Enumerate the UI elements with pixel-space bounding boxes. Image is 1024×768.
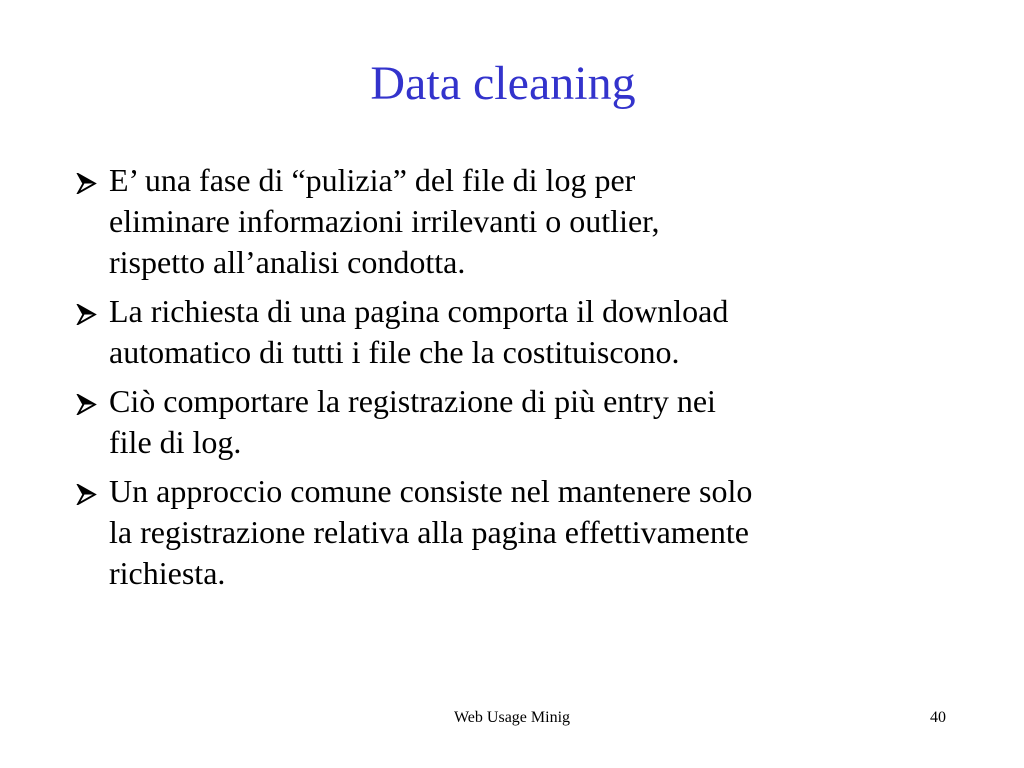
bullet-text: La richiesta di una pagina comporta il download automatico di tutti i file che la costituiscono. [109,293,729,370]
bullet-item [76,381,956,463]
arrowhead-bullet-icon [76,173,97,194]
bullet-list [76,160,956,602]
page-number: 40 [930,709,946,726]
bullet-item [76,291,956,373]
bullet-text: Un approccio comune consiste nel mantenere solo la registrazione relativa alla pagina effettivamente richiesta. [109,473,753,591]
arrowhead-bullet-icon [76,394,97,415]
bullet-text: Ciò comportare la registrazione di più entry nei file di log. [109,383,716,460]
bullet-item [76,160,956,283]
footer-title: Web Usage Minig [453,709,571,726]
arrowhead-bullet-icon [76,484,97,505]
slide-title: Data cleaning [370,57,636,110]
arrowhead-bullet-icon [76,304,97,325]
bullet-text: E’ una fase di “pulizia” del file di log per eliminare informazioni irrilevanti o outlier, rispetto all’analisi condotta. [109,162,660,280]
bullet-item [76,471,956,594]
